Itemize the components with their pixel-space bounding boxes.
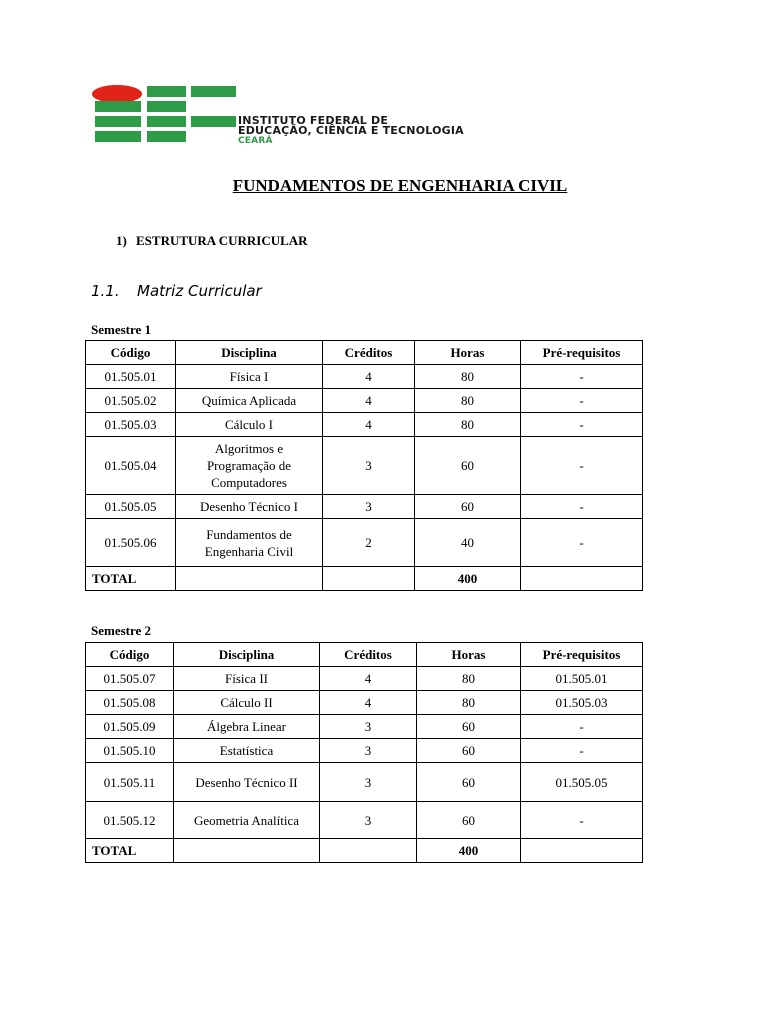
subsection-label: Matriz Curricular [137,282,262,300]
table-cell: 2 [323,519,415,567]
subsection-heading [91,282,262,300]
table-cell: 40 [415,519,521,567]
table-cell: 01.505.03 [521,691,643,715]
logo-block [191,116,236,127]
logo-block [95,101,141,112]
table-cell: 60 [417,763,521,802]
logo-block [147,131,186,142]
table-row [86,715,643,739]
column-header: Horas [417,643,521,667]
table-cell: 01.505.12 [86,802,174,839]
table-cell: 80 [415,389,521,413]
institution-logo [90,84,590,146]
table-row [86,519,643,567]
section-label: ESTRUTURA CURRICULAR [136,233,308,248]
table-cell: 80 [417,691,521,715]
column-header: Disciplina [176,341,323,365]
logo-block [147,101,186,112]
table-cell: 60 [417,715,521,739]
table-cell: Física I [176,365,323,389]
table-cell: 3 [323,437,415,495]
section-heading [116,233,308,249]
table-cell: 3 [320,763,417,802]
column-header: Código [86,643,174,667]
table-cell: 4 [320,667,417,691]
column-header: Créditos [323,341,415,365]
column-header: Horas [415,341,521,365]
semester-1-table [85,340,643,591]
table-row [86,389,643,413]
table-cell: Cálculo I [176,413,323,437]
table-cell: - [521,495,643,519]
table-cell: - [521,739,643,763]
table-cell: - [521,519,643,567]
logo-block [147,86,186,97]
column-header: Código [86,341,176,365]
table-cell: 01.505.07 [86,667,174,691]
table-cell: Algoritmos e Programação de Computadores [176,437,323,495]
semester-1-label: Semestre 1 [91,322,152,337]
total-row [86,839,643,863]
total-label: TOTAL [86,839,174,863]
table-cell: - [521,365,643,389]
table-cell: Fundamentos de Engenharia Civil [176,519,323,567]
table-cell: - [521,802,643,839]
table-cell: Física II [174,667,320,691]
logo-block [191,86,236,97]
table-cell: Desenho Técnico II [174,763,320,802]
table-cell: 60 [415,495,521,519]
table-cell: 01.505.05 [521,763,643,802]
table-cell: 80 [417,667,521,691]
table-cell: 01.505.02 [86,389,176,413]
header-row [86,341,643,365]
table-cell: 4 [323,389,415,413]
table-cell: 4 [320,691,417,715]
column-header: Pré-requisitos [521,643,643,667]
table-cell: - [521,715,643,739]
total-label: TOTAL [86,567,176,591]
table-row [86,691,643,715]
table-cell: 01.505.03 [86,413,176,437]
logo-block [95,131,141,142]
table-cell: - [521,389,643,413]
total-hours: 400 [417,839,521,863]
column-header: Créditos [320,643,417,667]
table-cell: Química Aplicada [176,389,323,413]
logo-block [147,116,186,127]
table-cell: 3 [320,715,417,739]
table-cell: 60 [417,802,521,839]
table-cell: 60 [415,437,521,495]
section-number: 1) [116,233,127,248]
table-cell: 01.505.06 [86,519,176,567]
table-cell: 01.505.11 [86,763,174,802]
table-cell: Estatística [174,739,320,763]
table-cell: 80 [415,365,521,389]
empty-cell [320,839,417,863]
empty-cell [323,567,415,591]
table-cell: Cálculo II [174,691,320,715]
table-cell: - [521,413,643,437]
table-row [86,413,643,437]
if-logo-icon [90,84,240,146]
table-cell: 3 [323,495,415,519]
semester-2-table [85,642,643,863]
table-cell: 4 [323,365,415,389]
table-row [86,495,643,519]
table-row [86,802,643,839]
table-cell: - [521,437,643,495]
logo-text [238,116,598,146]
empty-cell [176,567,323,591]
table-cell: 60 [417,739,521,763]
logo-block [95,116,141,127]
document-title: FUNDAMENTOS DE ENGENHARIA CIVIL [232,176,568,195]
table-cell: 01.505.08 [86,691,174,715]
table-cell: 01.505.09 [86,715,174,739]
table-cell: Desenho Técnico I [176,495,323,519]
logo-line-2: EDUCAÇÃO, CIÊNCIA E TECNOLOGIA [238,124,464,137]
column-header: Pré-requisitos [521,341,643,365]
table-row [86,437,643,495]
table-row [86,739,643,763]
empty-cell [521,567,643,591]
table-row [86,365,643,389]
column-header: Disciplina [174,643,320,667]
table-cell: 80 [415,413,521,437]
semester-2-label: Semestre 2 [91,623,152,638]
table-cell: Álgebra Linear [174,715,320,739]
table-cell: 01.505.01 [521,667,643,691]
logo-line-3: CEARÁ [238,136,273,146]
table-row [86,763,643,802]
table-cell: 01.505.10 [86,739,174,763]
logo-red-circle [92,85,142,103]
table-cell: 01.505.05 [86,495,176,519]
table-cell: 01.505.01 [86,365,176,389]
table-cell: 4 [323,413,415,437]
total-row [86,567,643,591]
table-cell: 3 [320,802,417,839]
header-row [86,643,643,667]
table-row [86,667,643,691]
empty-cell [521,839,643,863]
table-cell: 3 [320,739,417,763]
table-cell: Geometria Analítica [174,802,320,839]
empty-cell [174,839,320,863]
total-hours: 400 [415,567,521,591]
logo-line-1: INSTITUTO FEDERAL DE [238,114,389,127]
table-cell: 01.505.04 [86,437,176,495]
subsection-number: 1.1. [91,282,120,300]
